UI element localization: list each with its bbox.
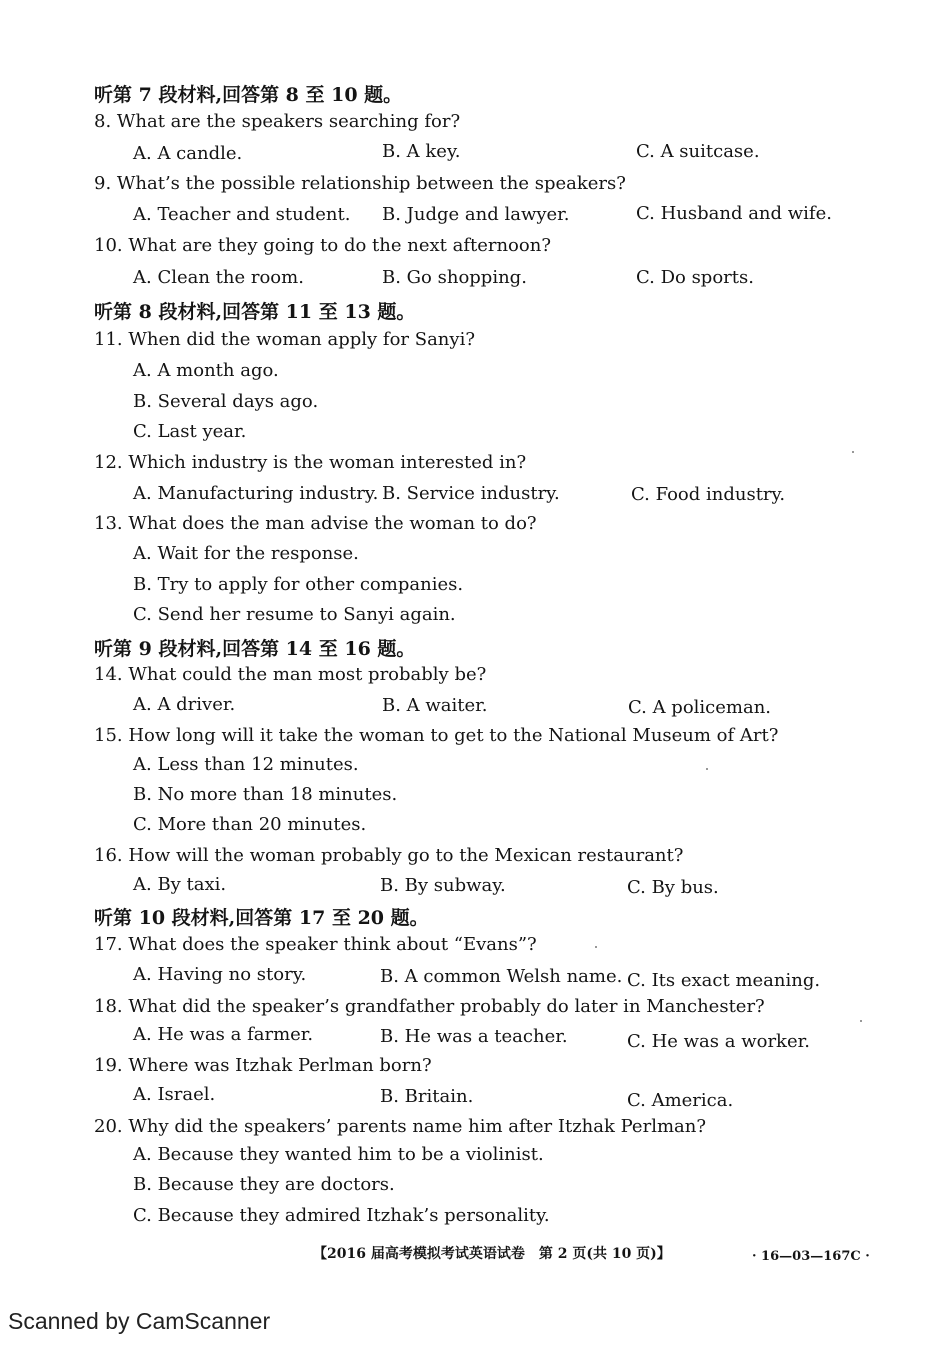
scan-speck (860, 1020, 862, 1022)
q12-option-c: C. Food industry. (631, 484, 786, 505)
q17-option-b: B. A common Welsh name. (380, 966, 623, 987)
scan-speck (706, 768, 708, 770)
q11-option-a: A. A month ago. (133, 360, 279, 381)
question-18: 18. What did the speaker’s grandfather probably do later in Manchester? (94, 996, 765, 1017)
question-20: 20. Why did the speakers’ parents name him after Itzhak Perlman? (94, 1116, 706, 1137)
question-10: 10. What are they going to do the next afternoon? (94, 235, 551, 256)
section-heading: 听第 7 段材料,回答第 8 至 10 题。 (94, 84, 403, 106)
q9-option-b: B. Judge and lawyer. (382, 204, 570, 225)
page-footer: 【2016 届高考模拟考试英语试卷 第 2 页(共 10 页)】 (313, 1246, 671, 1262)
q12-option-b: B. Service industry. (382, 483, 560, 504)
q13-option-c: C. Send her resume to Sanyi again. (133, 604, 456, 625)
q18-option-a: A. He was a farmer. (133, 1024, 314, 1045)
q18-option-b: B. He was a teacher. (380, 1026, 568, 1047)
section-heading: 听第 8 段材料,回答第 11 至 13 题。 (94, 301, 416, 323)
q15-option-c: C. More than 20 minutes. (133, 814, 367, 835)
question-13: 13. What does the man advise the woman to do? (94, 513, 537, 534)
question-11: 11. When did the woman apply for Sanyi? (94, 329, 475, 350)
q9-option-a: A. Teacher and student. (133, 204, 351, 225)
scan-speck (595, 946, 597, 948)
question-15: 15. How long will it take the woman to get to the National Museum of Art? (94, 725, 779, 746)
q13-option-b: B. Try to apply for other companies. (133, 574, 464, 595)
question-16: 16. How will the woman probably go to the Mexican restaurant? (94, 845, 684, 866)
q19-option-a: A. Israel. (133, 1084, 216, 1105)
q20-option-c: C. Because they admired Itzhak’s personality. (133, 1205, 550, 1226)
question-8: 8. What are the speakers searching for? (94, 111, 461, 132)
q18-option-c: C. He was a worker. (627, 1031, 810, 1052)
q10-option-c: C. Do sports. (636, 267, 754, 288)
section-heading: 听第 10 段材料,回答第 17 至 20 题。 (94, 907, 429, 929)
q10-option-b: B. Go shopping. (382, 267, 527, 288)
question-14: 14. What could the man most probably be? (94, 664, 487, 685)
question-17: 17. What does the speaker think about “Evans”? (94, 934, 537, 955)
q11-option-c: C. Last year. (133, 421, 247, 442)
q20-option-b: B. Because they are doctors. (133, 1174, 395, 1195)
q16-option-a: A. By taxi. (133, 874, 227, 895)
question-9: 9. What’s the possible relationship between the speakers? (94, 173, 626, 194)
q8-option-a: A. A candle. (133, 143, 243, 164)
question-19: 19. Where was Itzhak Perlman born? (94, 1055, 432, 1076)
q17-option-c: C. Its exact meaning. (627, 970, 821, 991)
q19-option-c: C. America. (627, 1090, 734, 1111)
exam-code: · 16—03—167C · (752, 1249, 870, 1264)
q15-option-a: A. Less than 12 minutes. (133, 754, 359, 775)
scan-speck (852, 451, 854, 453)
q19-option-b: B. Britain. (380, 1086, 474, 1107)
scanner-watermark: Scanned by CamScanner (8, 1308, 271, 1334)
question-12: 12. Which industry is the woman interested in? (94, 452, 527, 473)
q11-option-b: B. Several days ago. (133, 391, 319, 412)
q16-option-b: B. By subway. (380, 875, 506, 896)
q15-option-b: B. No more than 18 minutes. (133, 784, 398, 805)
q16-option-c: C. By bus. (627, 877, 719, 898)
q10-option-a: A. Clean the room. (133, 267, 304, 288)
q17-option-a: A. Having no story. (133, 964, 307, 985)
q12-option-a: A. Manufacturing industry. (133, 483, 379, 504)
q8-option-b: B. A key. (382, 141, 461, 162)
q13-option-a: A. Wait for the response. (133, 543, 359, 564)
q14-option-a: A. A driver. (133, 694, 236, 715)
q20-option-a: A. Because they wanted him to be a violinist. (133, 1144, 544, 1165)
q9-option-c: C. Husband and wife. (636, 203, 832, 224)
q14-option-c: C. A policeman. (628, 697, 772, 718)
q14-option-b: B. A waiter. (382, 695, 488, 716)
section-heading: 听第 9 段材料,回答第 14 至 16 题。 (94, 638, 416, 660)
q8-option-c: C. A suitcase. (636, 141, 760, 162)
